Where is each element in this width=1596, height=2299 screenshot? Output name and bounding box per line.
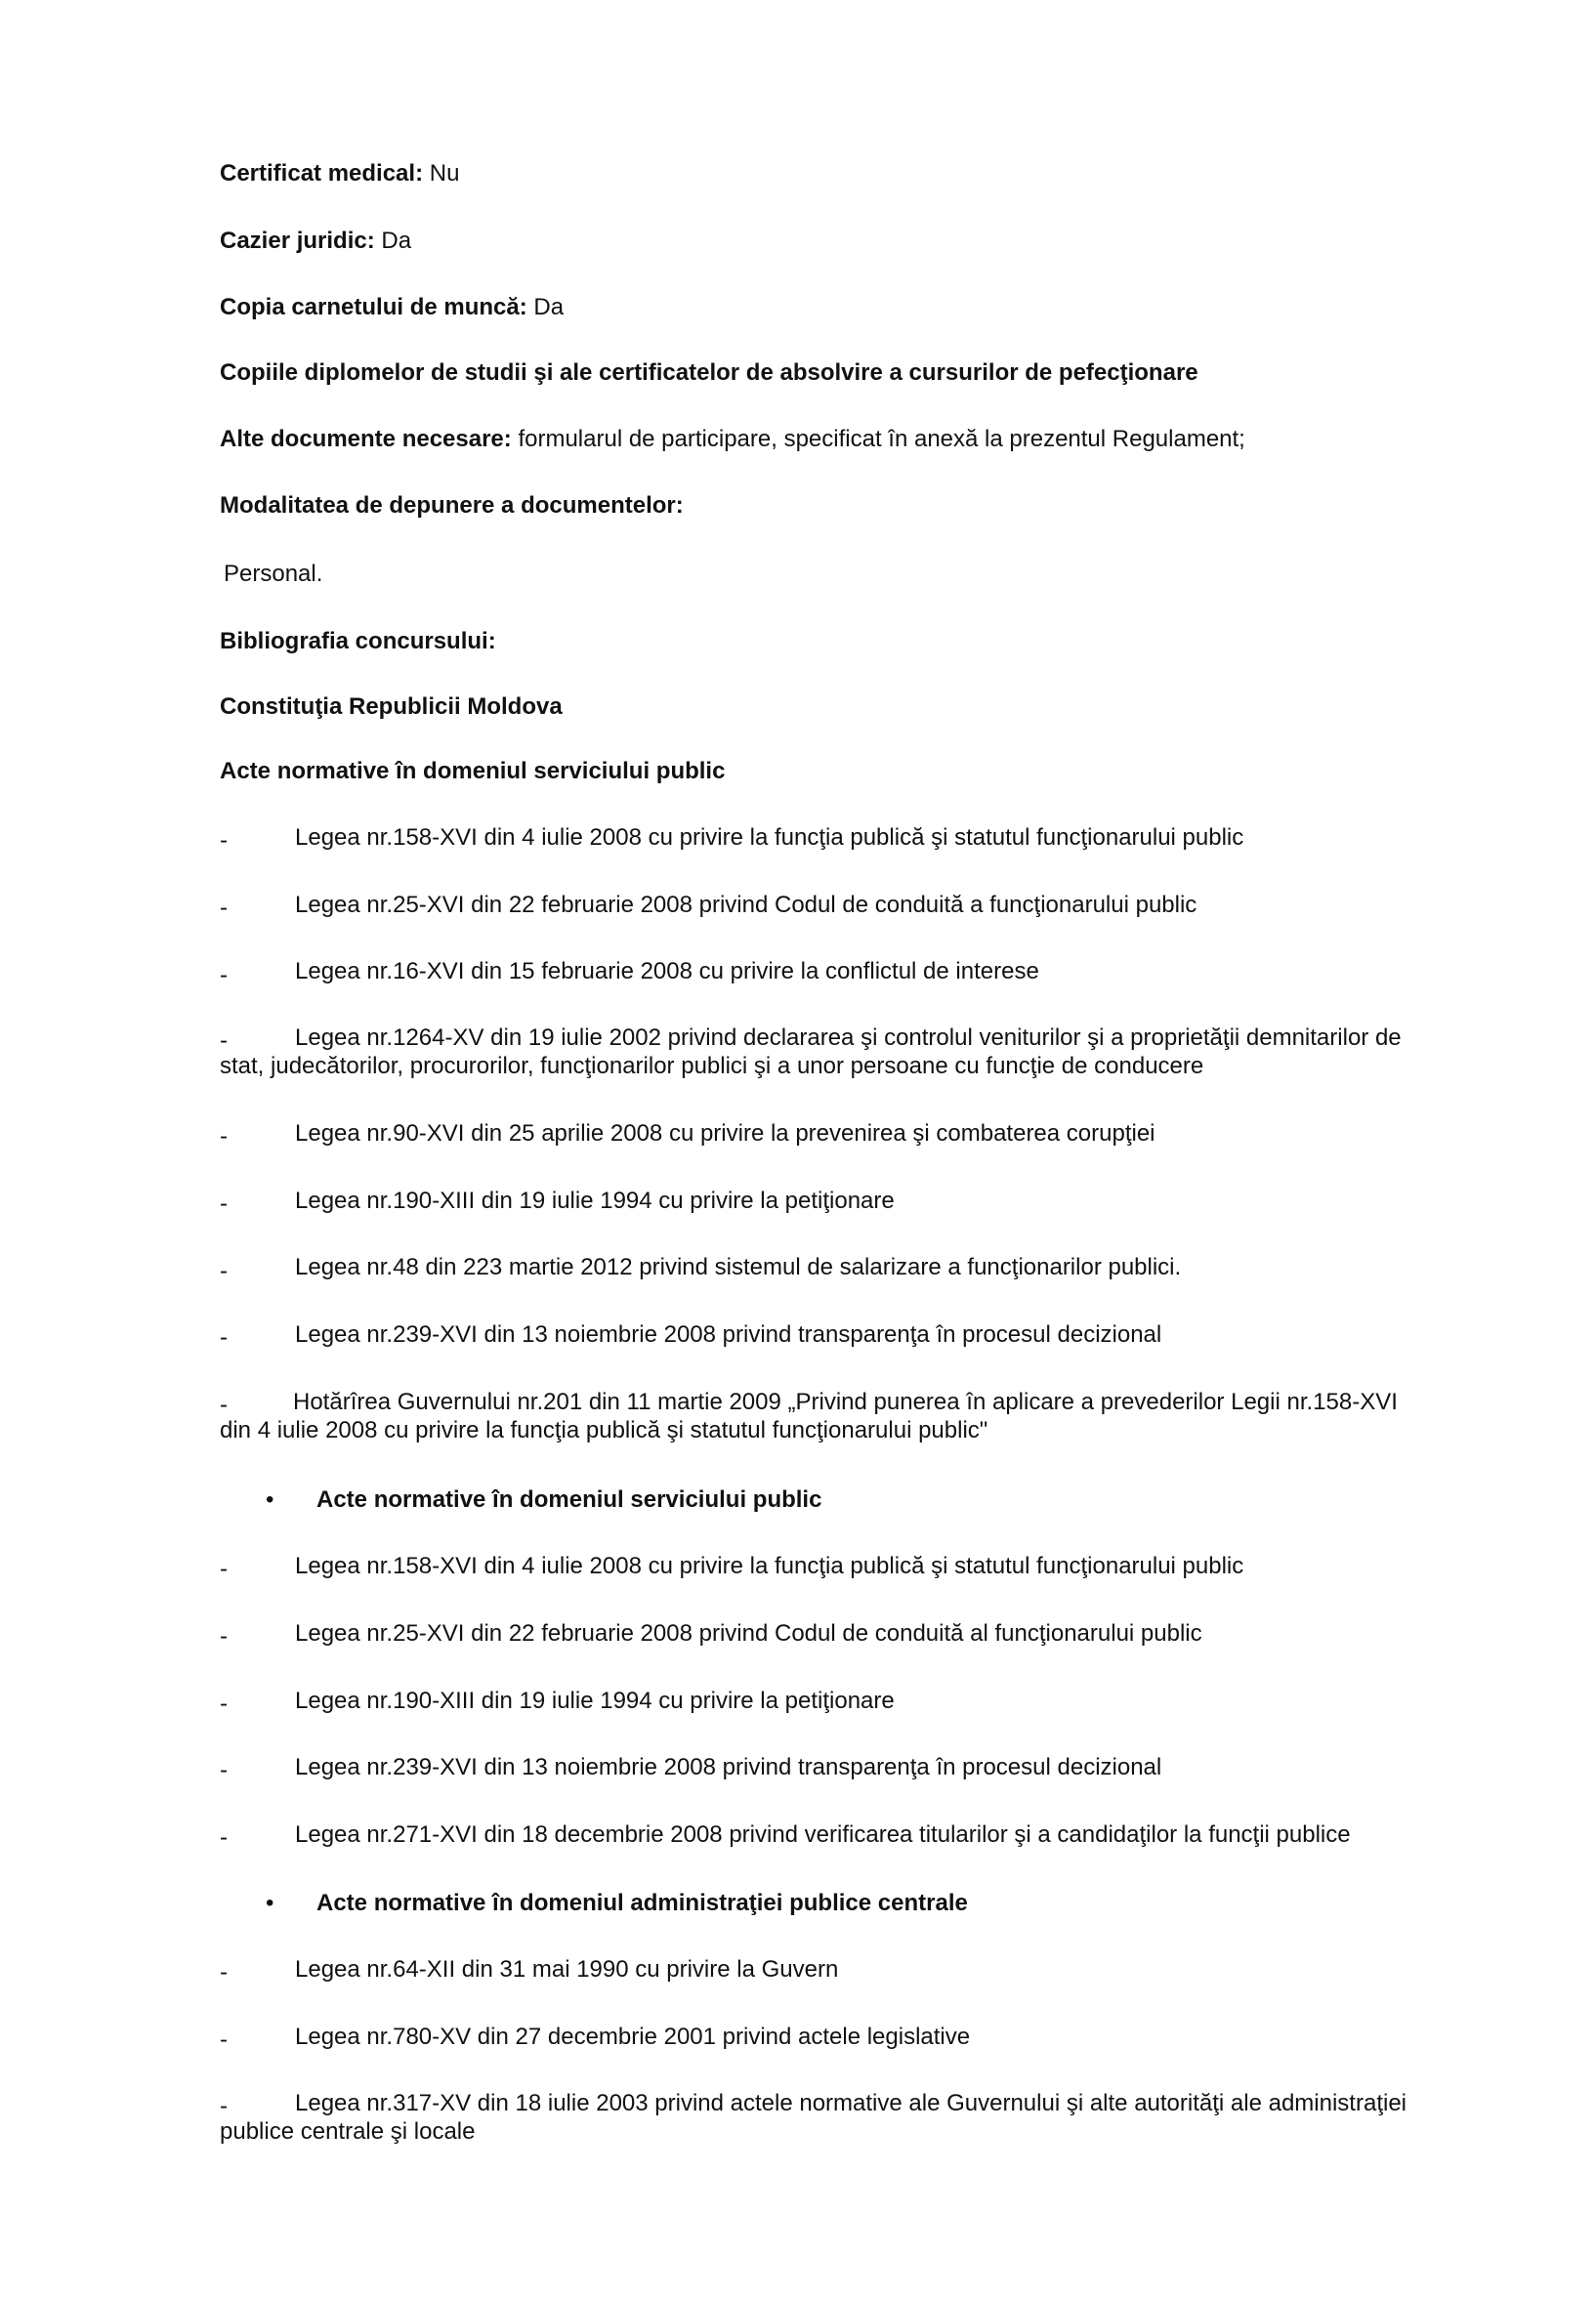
bullet-icon: •: [266, 1486, 274, 1513]
submission-value: Personal.: [224, 561, 323, 587]
list-item: Legea nr.25-XVI din 22 februarie 2008 privind Codul de conduită al funcţionarului public: [295, 1620, 1202, 1647]
list-dash: -: [220, 1027, 228, 1054]
list-item: Legea nr.317-XV din 18 iulie 2003 privind actele normative ale Guvernului şi alte autorităţi ale administraţiei: [295, 2090, 1407, 2116]
field-criminal-record: [220, 227, 411, 256]
list-item: Legea nr.271-XVI din 18 decembrie 2008 privind verificarea titularilor şi a candidaţilor la funcţii publice: [295, 1821, 1351, 1848]
list-item: Legea nr.239-XVI din 13 noiembrie 2008 privind transparenţa în procesul decizional: [295, 1321, 1162, 1348]
list-item: Legea nr.239-XVI din 13 noiembrie 2008 privind transparenţa în procesul decizional: [295, 1754, 1162, 1780]
list-dash: -: [220, 895, 228, 921]
list-item: Legea nr.158-XVI din 4 iulie 2008 cu privire la funcţia publică şi statutul funcţionarului public: [295, 824, 1244, 851]
list-dash: -: [220, 1556, 228, 1582]
field-value: Nu: [429, 160, 460, 187]
field-label: Cazier juridic:: [220, 228, 375, 254]
list-item: Legea nr.64-XII din 31 mai 1990 cu privire la Guvern: [295, 1956, 839, 1983]
other-docs-value: formularul de participare, specificat în anexă la prezentul Regulament;: [518, 426, 1245, 452]
list-item: Legea nr.190-XIII din 19 iulie 1994 cu privire la petiţionare: [295, 1188, 895, 1214]
list-item: Legea nr.158-XVI din 4 iulie 2008 cu privire la funcţia publică şi statutul funcţionarului public: [295, 1553, 1244, 1579]
constitution-line: Constituţia Republicii Moldova: [220, 693, 563, 720]
list-item-continuation: publice centrale şi locale: [220, 2118, 476, 2145]
bibliography-title: Bibliografia concursului:: [220, 628, 496, 654]
field-work-book: [220, 293, 564, 322]
list-item: Legea nr.90-XVI din 25 aprilie 2008 cu privire la prevenirea şi combaterea corupţiei: [295, 1120, 1155, 1147]
field-value: Da: [533, 294, 565, 320]
list-dash: -: [220, 1623, 228, 1650]
list-dash: -: [220, 2093, 228, 2119]
list-dash: -: [220, 1258, 228, 1284]
list-item-continuation: stat, judecătorilor, procurorilor, funcţionarilor publici şi a unor persoane cu funcţie de conducere: [220, 1053, 1204, 1079]
list-item: Legea nr.780-XV din 27 decembrie 2001 privind actele legislative: [295, 2024, 971, 2050]
section1-title: Acte normative în domeniul serviciului public: [220, 758, 726, 784]
section3-title: Acte normative în domeniul administraţiei publice centrale: [316, 1890, 968, 1916]
list-item: Legea nr.25-XVI din 22 februarie 2008 privind Codul de conduită a funcţionarului public: [295, 892, 1197, 918]
list-dash: -: [220, 1691, 228, 1717]
diplomas-line: Copiile diplomelor de studii şi ale certificatelor de absolvire a cursurilor de pefecţionare: [220, 359, 1198, 386]
list-item: Hotărîrea Guvernului nr.201 din 11 martie 2009 „Privind punerea în aplicare a prevederilor Legii nr.158-XVI: [293, 1389, 1398, 1415]
other-docs-label: Alte documente necesare:: [220, 426, 512, 452]
field-label: Copia carnetului de muncă:: [220, 294, 527, 320]
list-dash: -: [220, 962, 228, 988]
list-dash: -: [220, 1191, 228, 1217]
list-item: Legea nr.190-XIII din 19 iulie 1994 cu privire la petiţionare: [295, 1688, 895, 1714]
other-docs-line: [220, 425, 1245, 454]
list-dash: -: [220, 1324, 228, 1351]
list-item-continuation: din 4 iulie 2008 cu privire la funcţia publică şi statutul funcţionarului public": [220, 1417, 988, 1443]
field-value: Da: [381, 228, 412, 254]
list-dash: -: [220, 1123, 228, 1150]
submission-label: Modalitatea de depunere a documentelor:: [220, 492, 684, 519]
list-dash: -: [220, 1959, 228, 1986]
list-item: Legea nr.48 din 223 martie 2012 privind sistemul de salarizare a funcţionarilor publici.: [295, 1254, 1182, 1280]
list-item: Legea nr.1264-XV din 19 iulie 2002 privind declararea şi controlul veniturilor şi a proprietăţii demnitarilor de: [295, 1024, 1402, 1051]
list-dash: -: [220, 1392, 228, 1418]
list-dash: -: [220, 1757, 228, 1783]
list-dash: -: [220, 827, 228, 854]
list-dash: -: [220, 2027, 228, 2053]
field-medical: [220, 159, 459, 188]
list-item: Legea nr.16-XVI din 15 februarie 2008 cu privire la conflictul de interese: [295, 958, 1039, 984]
section2-title: Acte normative în domeniul serviciului public: [316, 1486, 822, 1513]
field-label: Certificat medical:: [220, 160, 424, 187]
bullet-icon: •: [266, 1890, 274, 1916]
list-dash: -: [220, 1824, 228, 1851]
